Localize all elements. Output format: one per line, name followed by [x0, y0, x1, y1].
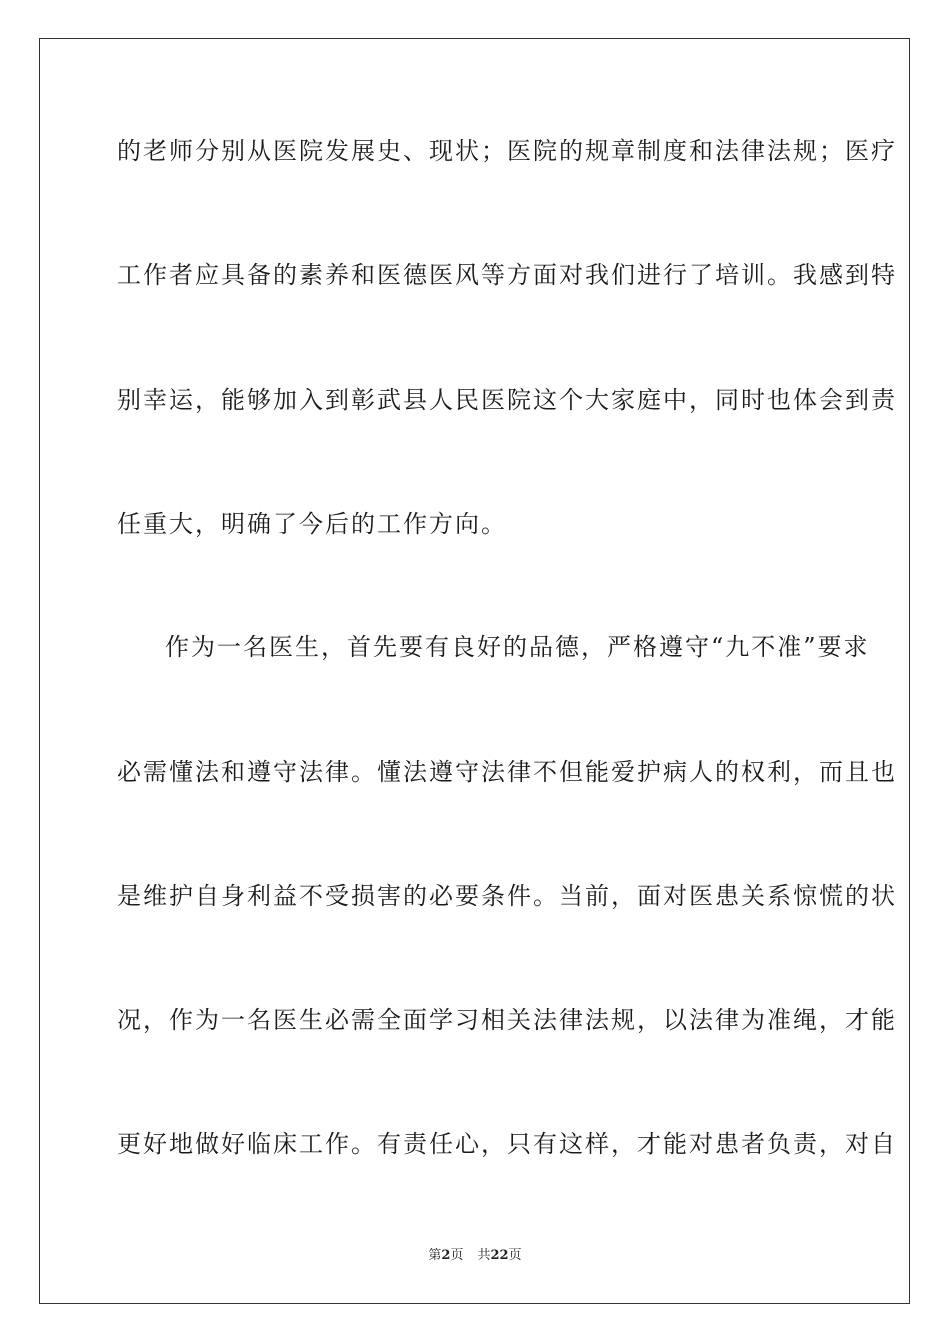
paragraph-first-line: 作为一名医生，首先要有良好的品德，严格遵守“九不准”要求	[165, 633, 870, 661]
page-footer	[0, 1247, 950, 1265]
body-text-line: 任重大，明确了今后的工作方向。	[117, 510, 507, 538]
body-text-line: 工作者应具备的素养和医德医风等方面对我们进行了培训。我感到特	[117, 261, 897, 289]
body-text-line: 是维护自身利益不受损害的必要条件。当前，面对医患关系惊慌的状	[117, 882, 897, 910]
body-text-line: 更好地做好临床工作。有责任心，只有这样，才能对患者负责，对自	[117, 1130, 897, 1158]
total-label-prefix: 共	[477, 1248, 491, 1263]
page-label-suffix: 页	[450, 1248, 464, 1263]
body-text-line: 必需懂法和遵守法律。懂法遵守法律不但能爱护病人的权利，而且也	[117, 758, 897, 786]
page-border	[39, 38, 910, 1304]
body-text-line: 的老师分别从医院发展史、现状；医院的规章制度和法律法规；医疗	[117, 137, 897, 165]
body-text-line: 别幸运，能够加入到彰武县人民医院这个大家庭中，同时也体会到责	[117, 386, 897, 414]
page-label-prefix: 第	[428, 1248, 442, 1263]
body-text-line: 况，作为一名医生必需全面学习相关法律法规，以法律为准绳，才能	[117, 1006, 897, 1034]
total-label-suffix: 页	[508, 1248, 522, 1263]
total-pages: 22	[490, 1248, 509, 1263]
page-number: 2	[441, 1248, 451, 1263]
